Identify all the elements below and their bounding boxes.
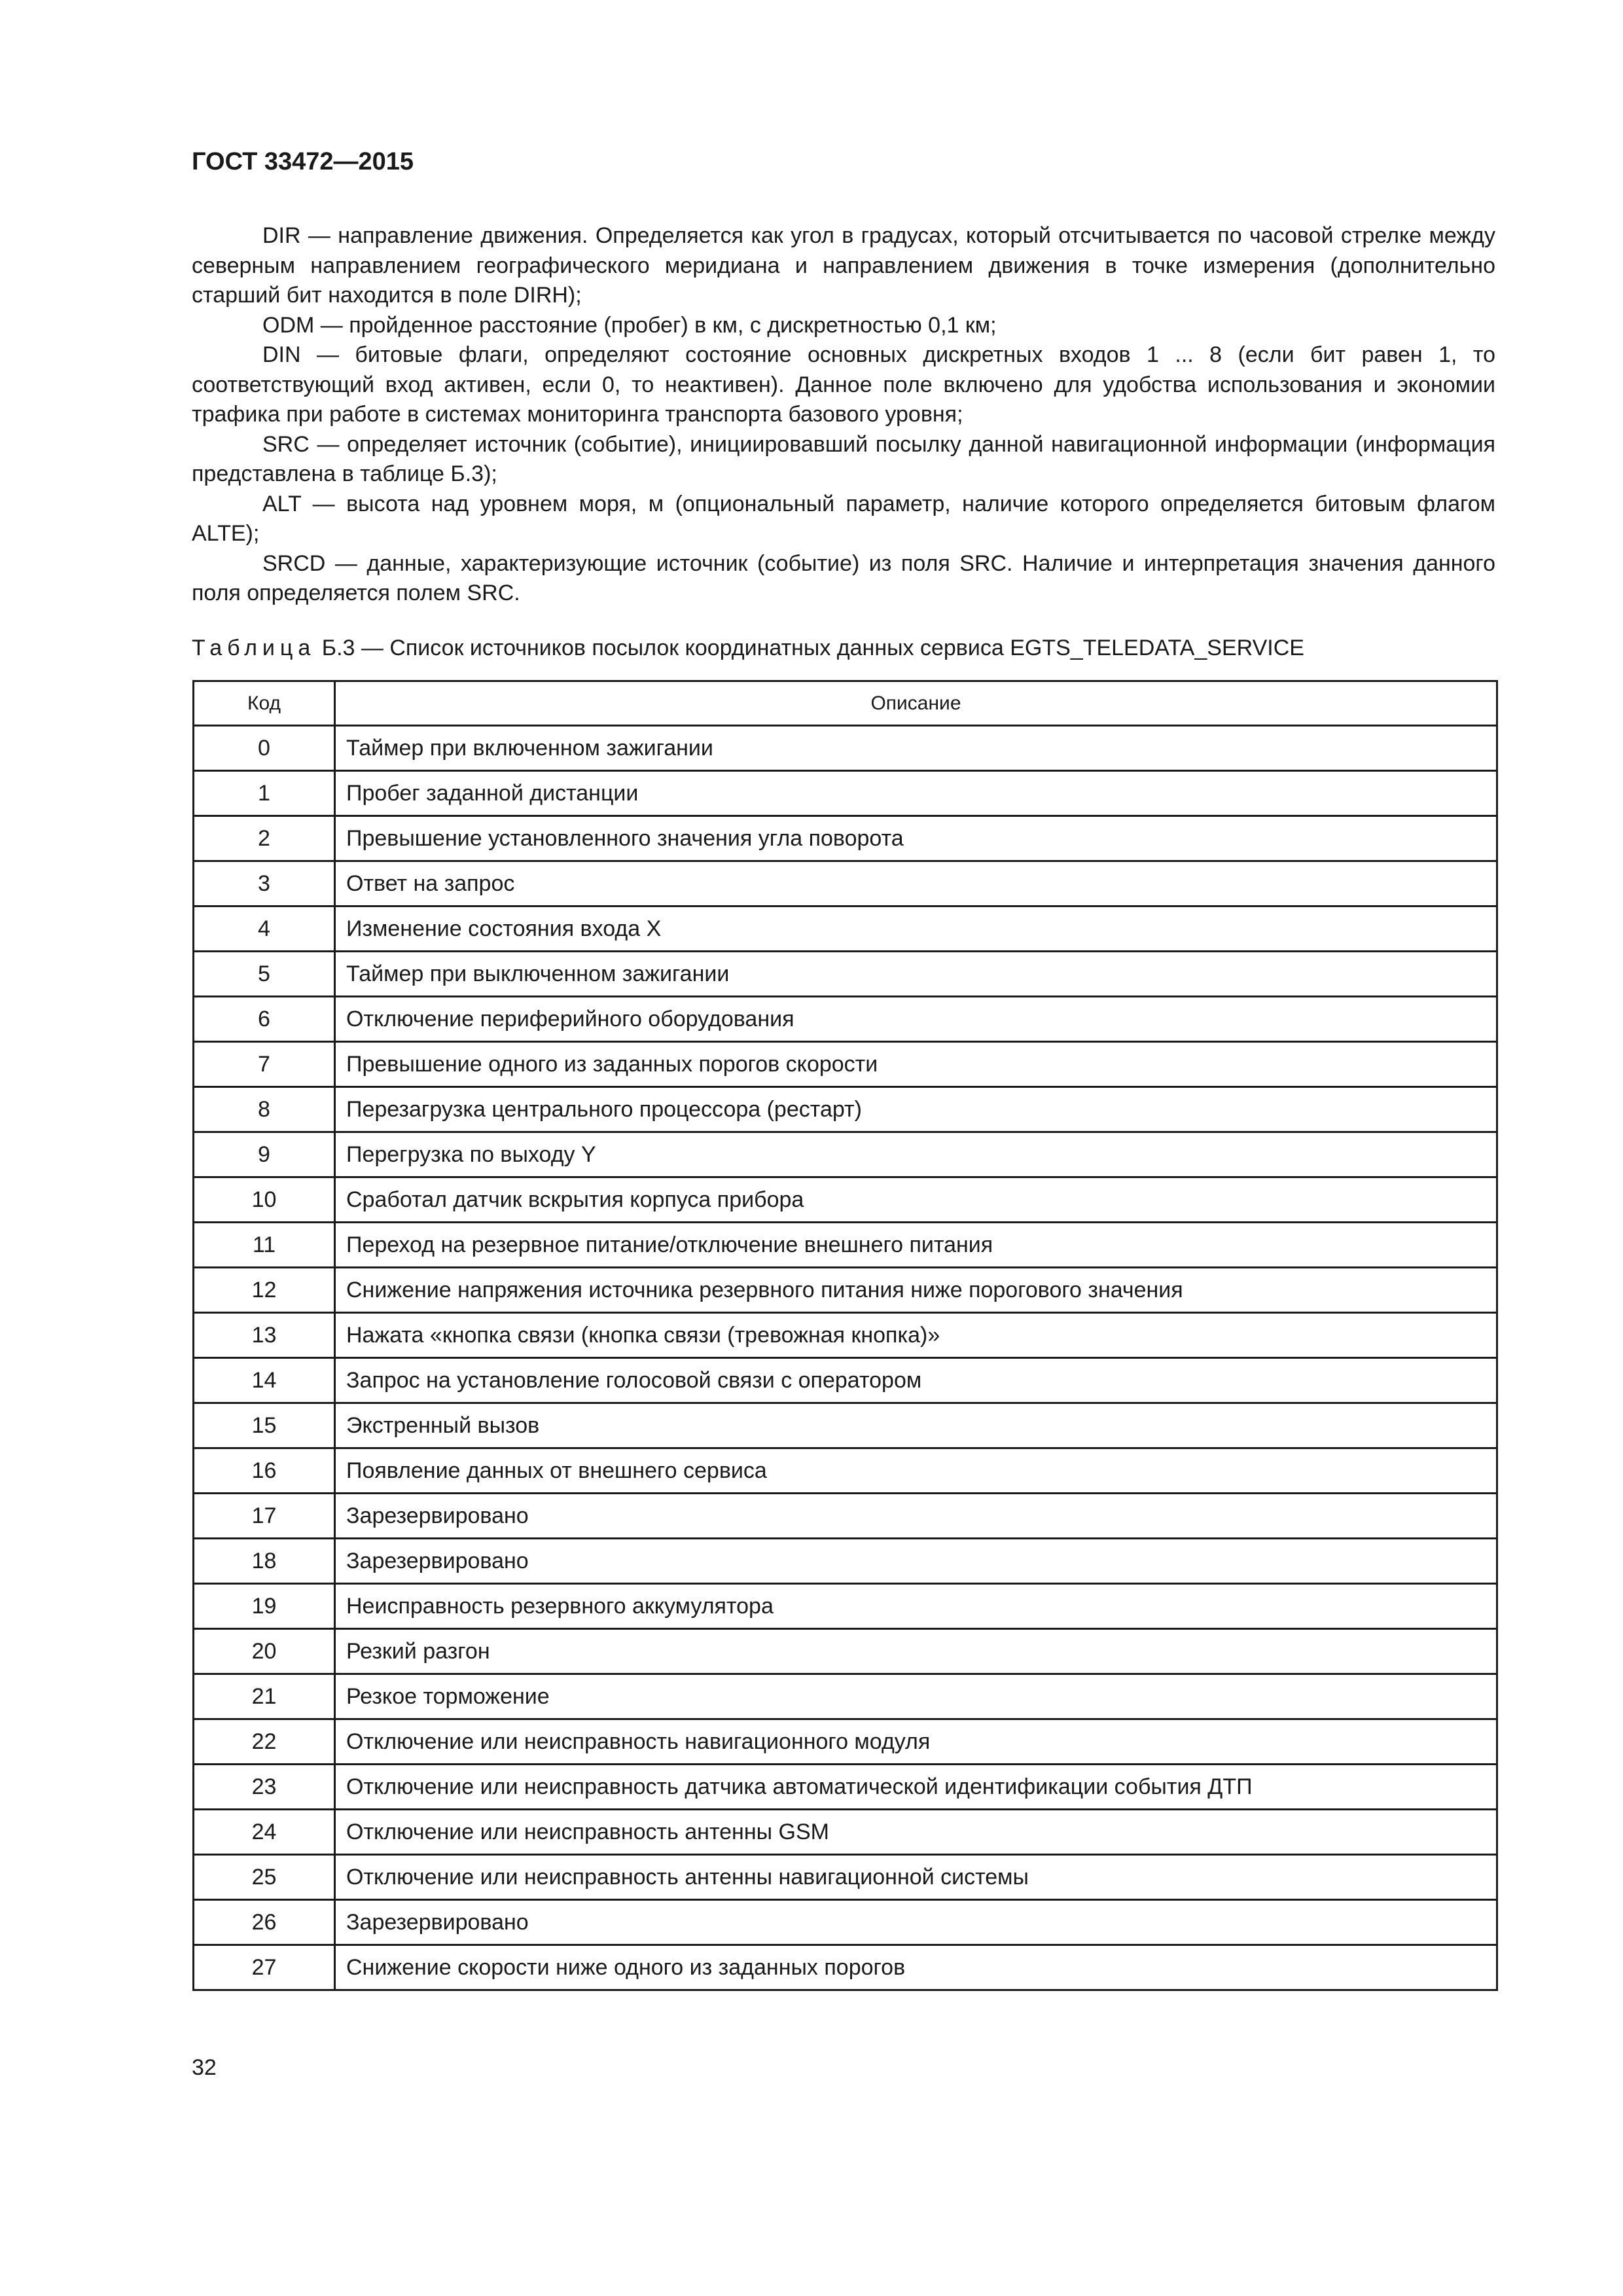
row-code: 0 <box>194 726 335 771</box>
paragraph-src: SRC — определяет источник (событие), инициировавший посылку данной навигационной информации (информация представлена в таблице Б.3); <box>192 431 1495 486</box>
row-code: 17 <box>194 1494 335 1539</box>
paragraph-dir: DIR — направление движения. Определяется как угол в градусах, который отсчитывается по часовой стрелке между северным направлением географического меридиана и направлением движения в точке измерения (дополнительно старший бит находится в поле DIRH); <box>192 223 1495 308</box>
row-description: Снижение напряжения источника резервного питания ниже порогового значения <box>335 1268 1497 1313</box>
row-description: Запрос на установление голосовой связи с оператором <box>335 1358 1497 1403</box>
table-row <box>194 1358 1497 1403</box>
table-caption-label: Таблица <box>192 636 316 660</box>
row-code: 13 <box>194 1313 335 1358</box>
table-row <box>194 1223 1497 1268</box>
row-description: Перегрузка по выходу Y <box>335 1132 1497 1177</box>
source-codes-table <box>192 680 1498 1991</box>
paragraph-srcd: SRCD — данные, характеризующие источник (событие) из поля SRC. Наличие и интерпретация значения данного поля определяется полем SRC. <box>192 550 1495 605</box>
row-code: 1 <box>194 771 335 816</box>
table-row <box>194 1765 1497 1810</box>
table-row <box>194 1313 1497 1358</box>
table-row <box>194 1719 1497 1765</box>
row-code: 6 <box>194 997 335 1042</box>
page-number: 32 <box>192 2055 217 2080</box>
row-code: 22 <box>194 1719 335 1765</box>
column-header-description: Описание <box>335 681 1497 726</box>
row-description: Экстренный вызов <box>335 1403 1497 1448</box>
row-description: Перезагрузка центрального процессора (рестарт) <box>335 1087 1497 1132</box>
row-code: 5 <box>194 952 335 997</box>
row-code: 25 <box>194 1855 335 1900</box>
table-row <box>194 1855 1497 1900</box>
row-code: 21 <box>194 1674 335 1719</box>
row-code: 27 <box>194 1945 335 1990</box>
table-row <box>194 1177 1497 1223</box>
row-description: Переход на резервное питание/отключение внешнего питания <box>335 1223 1497 1268</box>
row-code: 20 <box>194 1629 335 1674</box>
table-caption <box>192 634 1304 663</box>
table-row <box>194 1674 1497 1719</box>
table-row <box>194 1539 1497 1584</box>
paragraph-odm: ODM — пройденное расстояние (пробег) в км, с дискретностью 0,1 км; <box>262 312 997 338</box>
row-code: 12 <box>194 1268 335 1313</box>
paragraph-alt: ALT — высота над уровнем моря, м (опциональный параметр, наличие которого определяется битовым флагом ALTE); <box>192 491 1495 546</box>
row-code: 9 <box>194 1132 335 1177</box>
table-row <box>194 726 1497 771</box>
row-code: 8 <box>194 1087 335 1132</box>
table-row <box>194 1584 1497 1629</box>
row-code: 26 <box>194 1900 335 1945</box>
table-row <box>194 1403 1497 1448</box>
row-description: Сработал датчик вскрытия корпуса прибора <box>335 1177 1497 1223</box>
row-code: 10 <box>194 1177 335 1223</box>
paragraph-din: DIN — битовые флаги, определяют состояние основных дискретных входов 1 ... 8 (если бит равен 1, то соответствующий вход активен, если 0, то неактивен). Данное поле включено для удобства использования и экономии трафика при работе в системах мониторинга транспорта базового уровня; <box>192 342 1495 427</box>
row-code: 19 <box>194 1584 335 1629</box>
table-row <box>194 1900 1497 1945</box>
table-row <box>194 1087 1497 1132</box>
row-code: 16 <box>194 1448 335 1494</box>
row-code: 24 <box>194 1810 335 1855</box>
row-code: 15 <box>194 1403 335 1448</box>
table-row <box>194 1268 1497 1313</box>
table-row <box>194 1494 1497 1539</box>
row-description: Неисправность резервного аккумулятора <box>335 1584 1497 1629</box>
row-code: 18 <box>194 1539 335 1584</box>
row-description: Появление данных от внешнего сервиса <box>335 1448 1497 1494</box>
row-description: Отключение или неисправность антенны GSM <box>335 1810 1497 1855</box>
row-description: Зарезервировано <box>335 1539 1497 1584</box>
table-row <box>194 1945 1497 1990</box>
table-row <box>194 997 1497 1042</box>
document-header: ГОСТ 33472—2015 <box>192 148 414 175</box>
table-row <box>194 906 1497 952</box>
row-description: Таймер при включенном зажигании <box>335 726 1497 771</box>
row-code: 3 <box>194 861 335 906</box>
row-code: 7 <box>194 1042 335 1087</box>
table-row <box>194 1132 1497 1177</box>
table-row <box>194 952 1497 997</box>
table-row <box>194 861 1497 906</box>
table-caption-text: Б.3 — Список источников посылок координатных данных сервиса EGTS_TELEDATA_SERVICE <box>315 636 1304 660</box>
body-text <box>192 221 1495 609</box>
row-description: Зарезервировано <box>335 1494 1497 1539</box>
row-description: Превышение одного из заданных порогов скорости <box>335 1042 1497 1087</box>
row-description: Резкий разгон <box>335 1629 1497 1674</box>
row-description: Таймер при выключенном зажигании <box>335 952 1497 997</box>
table-row <box>194 1042 1497 1087</box>
row-description: Резкое торможение <box>335 1674 1497 1719</box>
row-code: 11 <box>194 1223 335 1268</box>
column-header-code: Код <box>194 681 335 726</box>
row-description: Пробег заданной дистанции <box>335 771 1497 816</box>
row-description: Ответ на запрос <box>335 861 1497 906</box>
row-description: Отключение периферийного оборудования <box>335 997 1497 1042</box>
row-description: Отключение или неисправность датчика автоматической идентификации события ДТП <box>335 1765 1497 1810</box>
row-code: 2 <box>194 816 335 861</box>
row-description: Снижение скорости ниже одного из заданных порогов <box>335 1945 1497 1990</box>
table-row <box>194 1629 1497 1674</box>
row-code: 23 <box>194 1765 335 1810</box>
table-row <box>194 771 1497 816</box>
row-description: Превышение установленного значения угла поворота <box>335 816 1497 861</box>
row-description: Нажата «кнопка связи (кнопка связи (тревожная кнопка)» <box>335 1313 1497 1358</box>
table-row <box>194 1448 1497 1494</box>
row-description: Изменение состояния входа X <box>335 906 1497 952</box>
row-code: 14 <box>194 1358 335 1403</box>
row-code: 4 <box>194 906 335 952</box>
table-row <box>194 1810 1497 1855</box>
table-row <box>194 816 1497 861</box>
row-description: Отключение или неисправность антенны навигационной системы <box>335 1855 1497 1900</box>
table-header-row <box>194 681 1497 726</box>
row-description: Отключение или неисправность навигационного модуля <box>335 1719 1497 1765</box>
row-description: Зарезервировано <box>335 1900 1497 1945</box>
table-body <box>194 726 1497 1990</box>
